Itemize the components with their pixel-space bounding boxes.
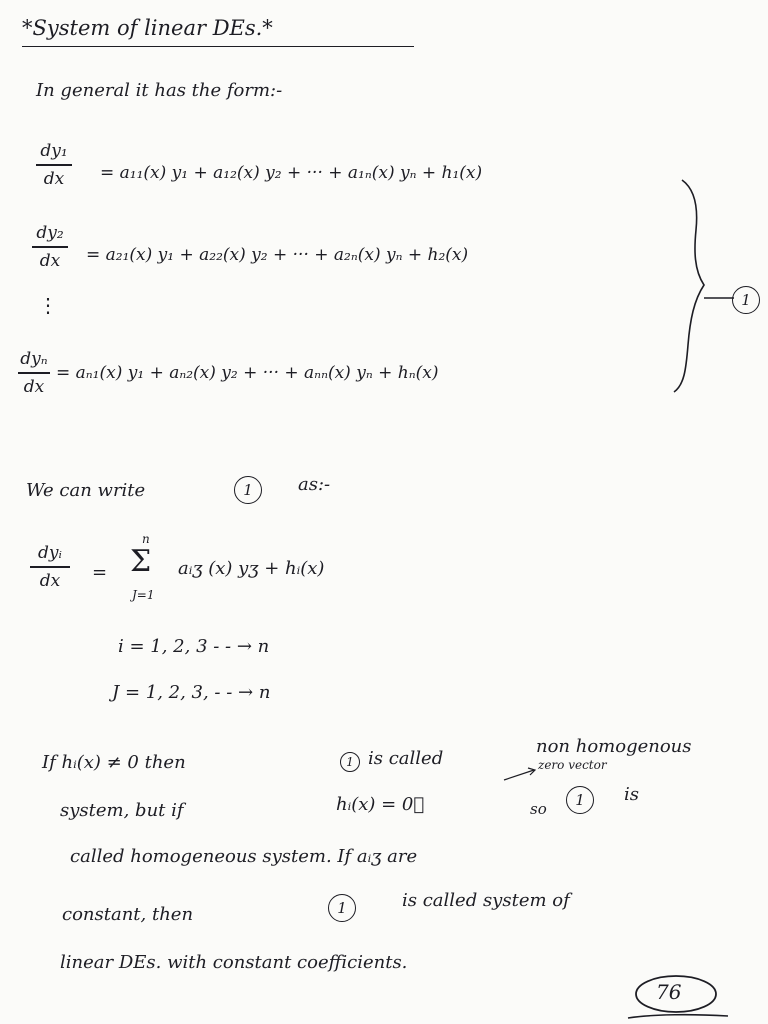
para-line1-a: If hᵢ(x) ≠ 0 then bbox=[42, 752, 186, 773]
sum-fraction bbox=[30, 542, 70, 592]
eq2-rhs: = a₂₁(x) y₁ + a₂₂(x) y₂ + ··· + a₂ₙ(x) yₙ + h₂(x) bbox=[86, 245, 469, 265]
eq2-fraction bbox=[32, 222, 68, 272]
para-line2-d: is bbox=[624, 784, 639, 805]
write-line-text: We can write bbox=[26, 480, 146, 501]
fraction-bar bbox=[18, 372, 50, 374]
eq1-denominator: dx bbox=[43, 168, 65, 189]
right-brace-icon bbox=[660, 170, 760, 400]
para-line1-b: is called bbox=[368, 748, 444, 769]
ref-label-1: 1 bbox=[234, 476, 262, 504]
sum-equals: = bbox=[92, 562, 108, 583]
sigma-symbol: Σ bbox=[130, 544, 152, 579]
eq1-numerator: dy₁ bbox=[40, 141, 68, 161]
index-i: i = 1, 2, 3 - - → n bbox=[118, 636, 270, 657]
sum-numerator: dyᵢ bbox=[38, 543, 62, 563]
fraction-bar bbox=[32, 246, 68, 248]
eqn-rhs: = aₙ₁(x) y₁ + aₙ₂(x) y₂ + ··· + aₙₙ(x) yₙ + hₙ(x) bbox=[56, 363, 439, 383]
fraction-bar bbox=[30, 566, 70, 568]
sum-lower-limit: J=1 bbox=[132, 588, 155, 602]
ref-label-1: 1 bbox=[566, 786, 594, 814]
page-title: *System of linear DEs.* bbox=[22, 16, 273, 40]
para-line5: linear DEs. with constant coefficients. bbox=[60, 952, 408, 973]
para-line3: called homogeneous system. If aᵢʒ are bbox=[70, 846, 418, 867]
ref-label-1: 1 bbox=[340, 752, 360, 772]
para-line4-b: is called system of bbox=[402, 890, 570, 911]
ref-label-1: 1 bbox=[328, 894, 356, 922]
sum-term: aᵢʒ (x) yʒ + hᵢ(x) bbox=[178, 558, 325, 579]
index-j: J = 1, 2, 3, - - → n bbox=[112, 682, 271, 703]
eqn-denominator: dx bbox=[23, 376, 45, 397]
intro-text: In general it has the form:- bbox=[36, 80, 283, 101]
para-line1-c: non homogenous bbox=[536, 736, 692, 757]
para-line4-a: constant, then bbox=[62, 904, 194, 925]
eqn-numerator: dyₙ bbox=[20, 349, 48, 369]
para-line2-a: system, but if bbox=[60, 800, 184, 821]
eq2-numerator: dy₂ bbox=[36, 223, 64, 243]
equation-label-1: 1 bbox=[732, 286, 760, 314]
arrow-icon bbox=[500, 764, 540, 784]
write-line-suffix: as:- bbox=[298, 474, 331, 495]
sum-denominator: dx bbox=[39, 570, 61, 591]
eqn-fraction bbox=[18, 348, 50, 398]
title-underline bbox=[22, 46, 414, 47]
zero-vector-note: zero vector bbox=[538, 758, 607, 772]
eq1-fraction bbox=[36, 140, 72, 190]
sum-upper-limit: n bbox=[142, 532, 150, 546]
page-number: 76 bbox=[656, 980, 682, 1004]
fraction-bar bbox=[36, 164, 72, 166]
para-line2-b: hᵢ(x) = 0⃗ bbox=[336, 794, 425, 815]
vertical-dots: ⋮ bbox=[38, 293, 58, 317]
para-line2-c: so bbox=[530, 800, 547, 818]
eq1-rhs: = a₁₁(x) y₁ + a₁₂(x) y₂ + ··· + a₁ₙ(x) yₙ + h₁(x) bbox=[100, 163, 483, 183]
eq2-denominator: dx bbox=[39, 250, 61, 271]
